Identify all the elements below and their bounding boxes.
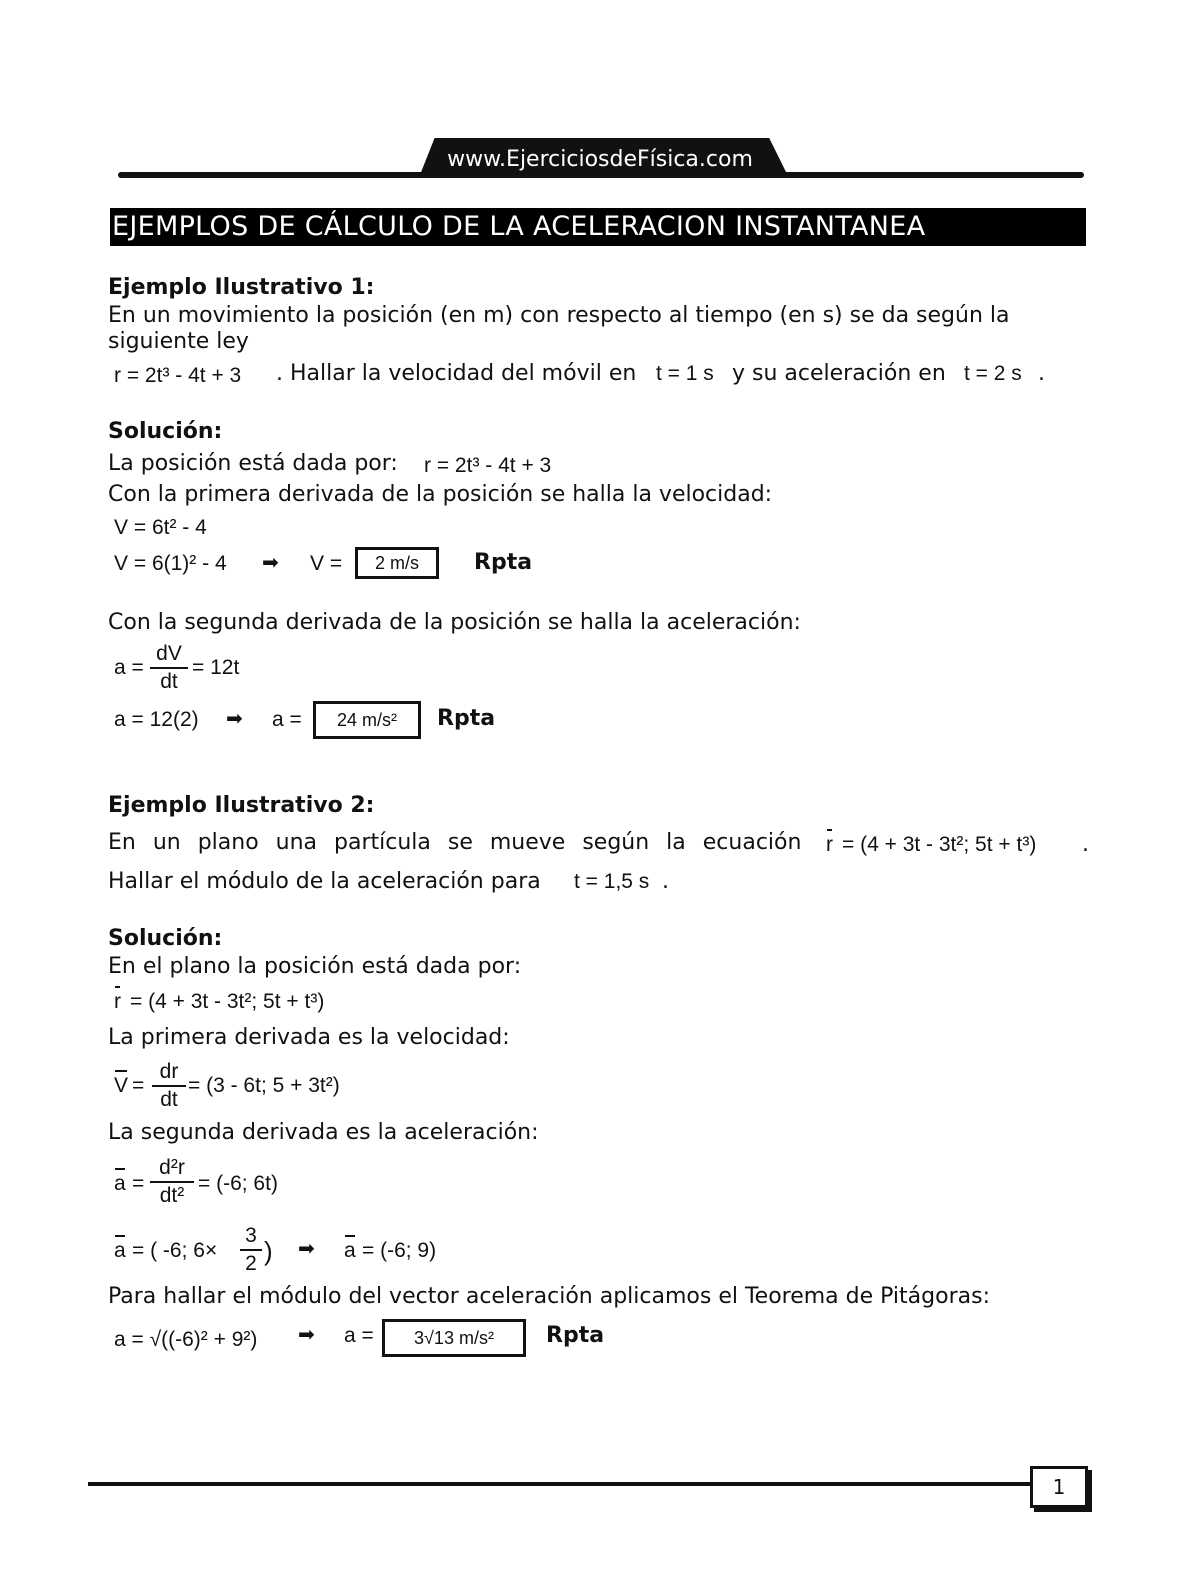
example1-and-text: y su aceleración en [732,361,946,386]
example1-a-answer-box: 24 m/s² [313,701,421,739]
example2-mod-lhs: a = [344,1324,374,1347]
site-url: www.EjerciciosdeFísica.com [447,147,753,172]
example1-acc-text: Con la segunda derivada de la posición se halla la aceleración: [108,610,801,635]
example2-a-sub-num: 3 [240,1223,262,1251]
example1-end: . [1038,361,1045,386]
example2-a-num: d²r [150,1155,194,1183]
example2-a-vector: a [114,1170,126,1198]
example2-rpta: Rpta [546,1323,605,1348]
example1-a-fraction [150,641,188,695]
example1-v-eq: V = 6t² - 4 [114,516,207,539]
example2-v-rhs: = (3 - 6t; 5 + 3t²) [188,1074,340,1097]
example1-mid-text: . Hallar la velocidad del móvil en [276,361,637,386]
example2-a-sub-close: ) [264,1236,273,1266]
example1-line2: siguiente ley [108,329,249,354]
example1-rpta-2: Rpta [437,706,496,731]
example1-v-lhs: V = [310,552,343,575]
example2-t: t = 1,5 s [574,870,650,893]
example1-a-sub: a = 12(2) [114,708,199,731]
example1-t1: t = 1 s [656,362,714,385]
example2-v-den: dt [160,1088,178,1111]
example1-pos-eq: r = 2t³ - 4t + 3 [424,454,552,477]
page-title: EJEMPLOS DE CÁLCULO DE LA ACELERACION INSTANTANEA [112,211,926,242]
example2-line1: En un plano una partícula se mueve según la ecuación [108,830,802,855]
example2-mod-text: Para hallar el módulo del vector aceleración aplicamos el Teorema de Pitágoras: [108,1284,990,1309]
example2-a-sub-fraction [240,1223,262,1277]
example1-a-num: dV [150,641,188,669]
example2-a-sub-den: 2 [245,1252,257,1275]
example1-a-lhs: a = [114,656,144,679]
example1-solution-heading: Solución: [108,419,223,444]
arrow-icon: ➡ [262,550,279,574]
arrow-icon: ➡ [226,706,243,730]
example2-pos-eq: = (4 + 3t - 3t²; 5t + t³) [130,990,325,1013]
example1-a-rhs: = 12t [192,656,240,679]
example1-t2: t = 2 s [964,362,1022,385]
example2-line2-end: . [662,869,669,894]
example2-r-vector: r [826,831,833,859]
example2-v-fraction [152,1059,186,1113]
example2-heading: Ejemplo Ilustrativo 2: [108,793,375,818]
example1-v-sub: V = 6(1)² - 4 [114,552,227,575]
example2-line2: Hallar el módulo de la aceleración para [108,869,541,894]
example2-acc-text: La segunda derivada es la aceleración: [108,1120,539,1145]
footer-rule [88,1482,1032,1486]
example2-a-sub-lhs: = ( -6; 6× [132,1239,218,1262]
example2-v-vector: V [114,1072,128,1100]
arrow-icon: ➡ [298,1322,315,1346]
example2-solution-heading: Solución: [108,926,223,951]
example2-a-res-vector: a [344,1237,356,1265]
example1-a-lhs2: a = [272,708,302,731]
example2-mod-answer-box: 3√13 m/s² [382,1319,526,1357]
example2-eq-r: = (4 + 3t - 3t²; 5t + t³) [842,833,1037,856]
example2-pos-text: En el plano la posición está dada por: [108,954,522,979]
example2-v-num: dr [152,1059,186,1087]
example1-v-answer-box: 2 m/s [355,547,439,579]
example1-pos-text: La posición está dada por: [108,451,398,476]
example1-heading: Ejemplo Ilustrativo 1: [108,275,375,300]
arrow-icon: ➡ [298,1236,315,1260]
example2-pos-r-vector: r [114,988,121,1016]
example2-a-res: = (-6; 9) [362,1239,437,1262]
example1-eq-r: r = 2t³ - 4t + 3 [114,364,242,387]
example2-line1-end: . [1082,832,1089,857]
example1-a-den: dt [160,670,178,693]
example1-vel-text: Con la primera derivada de la posición se halla la velocidad: [108,482,773,507]
example1-line1: En un movimiento la posición (en m) con respecto al tiempo (en s) se da según la [108,303,1010,328]
example2-a-rhs: = (-6; 6t) [198,1172,278,1195]
example2-a-fraction [150,1155,194,1209]
example1-rpta-1: Rpta [474,550,533,575]
page-number: 1 [1030,1466,1088,1508]
example2-vel-text: La primera derivada es la velocidad: [108,1025,510,1050]
example2-mod-eq: a = √((-6)² + 9²) [114,1328,258,1351]
example2-a-den: dt² [159,1184,185,1207]
example2-a-sub-vector: a [114,1237,126,1265]
